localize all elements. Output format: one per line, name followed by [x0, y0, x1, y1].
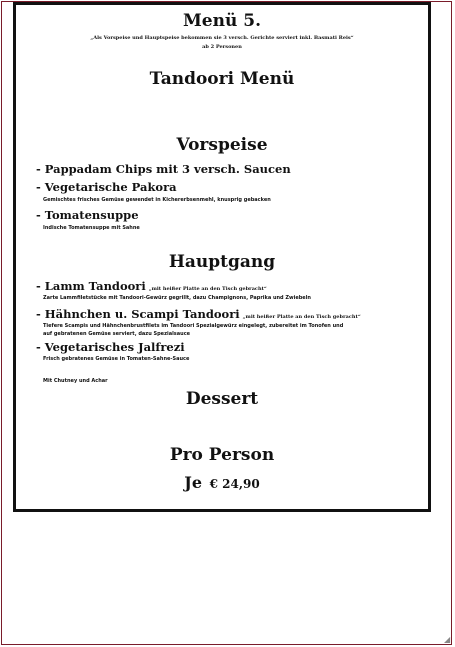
price-line: [16, 473, 428, 492]
main-heading: Hauptgang: [168, 252, 276, 272]
main-description: Frisch gebratenes Gemüse in Tomaten-Sahne-Sauce: [43, 356, 190, 362]
menu-card: [13, 2, 431, 512]
dessert-heading: Dessert: [185, 389, 259, 409]
starter-item: - Pappadam Chips mit 3 versch. Saucen: [36, 162, 291, 176]
price-heading: Pro Person: [169, 445, 275, 465]
starter-description: Indische Tomatensuppe mit Sahne: [43, 225, 140, 231]
main-item: [36, 340, 185, 354]
main-item-name: - Lamm Tandoori: [36, 279, 146, 293]
price-value: € 24,90: [209, 477, 260, 491]
main-item: [36, 279, 267, 293]
corner-mark-icon: ◢: [444, 635, 451, 644]
extras-note: Mit Chutney und Achar: [43, 378, 108, 384]
main-item-note: „mit heißer Platte an den Tisch gebracht“: [148, 286, 267, 292]
starter-heading: Vorspeise: [176, 135, 268, 155]
price-prefix: Je: [184, 473, 203, 492]
main-item-note: „mit heißer Platte an den Tisch gebracht“: [242, 314, 361, 320]
starter-item: - Vegetarische Pakora: [36, 180, 177, 194]
starter-item: - Tomatensuppe: [36, 208, 139, 222]
menu-title: Menü 5.: [182, 11, 262, 31]
main-item-name: - Hähnchen u. Scampi Tandoori: [36, 307, 240, 321]
menu-intro: „Als Vorspeise und Hauptspeise bekommen sie 3 versch. Gerichte serviert inkl. Basmati Reis“: [90, 35, 354, 41]
main-description: auf gebratenen Gemüse serviert, dazu Spezialsauce: [43, 331, 191, 337]
main-item: [36, 307, 361, 321]
persons-note: ab 2 Personen: [202, 44, 242, 50]
main-description: Zarte Lammfiletstücke mit Tandoori-Gewürz gegrillt, dazu Champignons, Paprika und Zwiebeln: [43, 295, 311, 301]
main-description: Tiefere Scampis und Hähnchenbrustfilets im Tandoori Spezialgewürz eingelegt, zubereitet im Tonofen und: [43, 323, 344, 329]
main-item-name: - Vegetarisches Jalfrezi: [36, 340, 185, 354]
starter-description: Gemischtes frisches Gemüse gewendet in Kichererbsenmehl, knusprig gebacken: [43, 197, 271, 203]
menu-subtitle: Tandoori Menü: [149, 69, 295, 89]
